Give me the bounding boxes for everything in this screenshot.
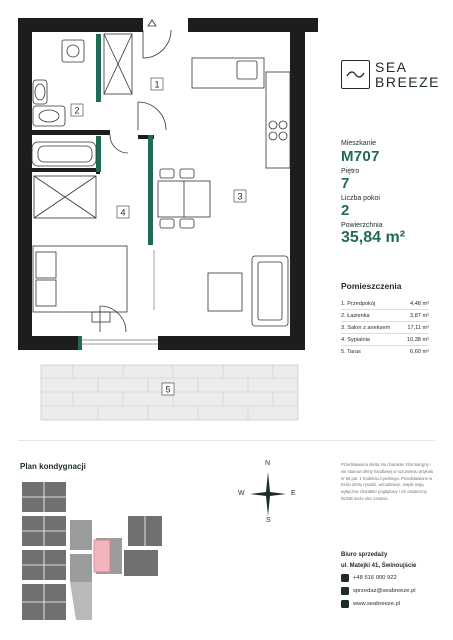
sofa [208, 256, 288, 326]
row-divider [341, 309, 429, 310]
row-divider [341, 345, 429, 346]
phone-number[interactable]: +48 516 000 922 [353, 575, 397, 581]
wardrobe [34, 176, 96, 218]
room-area: 6,60 m² [410, 349, 429, 355]
legal-disclaimer: Przedstawiona oferta ma charakter informacyjny i nie stanowi oferty handlowej w rozumieniu artykułu nr 66 par. 1 Kodeksu Cywilnego. Przedstawione w treści oferty rysunki, wizualizacje, mapki mają wyłącznie charakter poglądowy i ich ostateczny kształt może ulec zmianie. [341, 462, 434, 501]
room-number-2: 2 [74, 105, 80, 116]
section-divider [18, 440, 435, 441]
brand-name-line1: SEA [375, 59, 408, 75]
room-area: 3,87 m² [410, 313, 429, 319]
unit-value: M707 [341, 148, 380, 165]
bathtub [32, 142, 96, 166]
unit-highlight [94, 540, 110, 572]
area-label: Powierzchnia [341, 222, 383, 229]
brand-name-line2: BREEZE [375, 74, 441, 90]
row-divider [341, 333, 429, 334]
bed [33, 246, 127, 322]
kitchen [192, 58, 290, 168]
shower-top [104, 34, 132, 94]
website-link[interactable]: www.seabreeze.pl [353, 601, 401, 607]
room-number-5: 5 [165, 384, 171, 395]
floor-plan-title: Plan kondygnacji [20, 462, 86, 471]
dining-set [158, 169, 210, 228]
floor-plan [18, 18, 318, 428]
compass [236, 458, 300, 528]
office-address: ul. Matejki 41, Świnoujście [341, 563, 417, 569]
area-value: 35,84 m² [341, 229, 406, 246]
floor-value: 7 [341, 175, 350, 192]
entrance-door [143, 20, 171, 58]
compass-south: S [266, 517, 271, 524]
compass-east: E [291, 490, 296, 497]
rooms-count-label: Liczba pokoi [341, 195, 380, 202]
floor-label: Piętro [341, 168, 360, 175]
email-address[interactable]: sprzedaz@seabreeze.pl [353, 588, 416, 594]
outer-walls [18, 18, 318, 350]
rooms-title: Pomieszczenia [341, 281, 402, 291]
compass-north: N [265, 460, 271, 467]
wave-icon [341, 60, 370, 89]
compass-west: W [238, 490, 245, 497]
room-row [341, 349, 429, 359]
rooms-count-value: 2 [341, 202, 350, 219]
mail-icon [341, 587, 349, 595]
unit-label: Mieszkanie [341, 140, 377, 147]
room-number-1: 1 [154, 79, 160, 90]
building-floor-plan [18, 478, 168, 626]
room-area: 17,11 m² [407, 325, 429, 331]
room-name: 4. Sypialnia [341, 337, 370, 343]
office-title: Biuro sprzedaży [341, 552, 388, 558]
brand-logo [341, 59, 441, 100]
window-strip [82, 250, 158, 344]
room-area: 10,38 m² [406, 337, 429, 343]
contact-email[interactable] [341, 587, 441, 597]
room-name: 1. Przedpokój [341, 301, 376, 307]
contact-web[interactable] [341, 600, 441, 610]
room-name: 3. Salon z aneksem [341, 325, 391, 331]
globe-icon [341, 600, 349, 608]
interior-walls [32, 130, 154, 174]
interior-doors [100, 102, 166, 332]
room-area: 4,48 m² [410, 301, 429, 307]
room-name: 2. Łazienka [341, 313, 370, 319]
room-number-3: 3 [237, 191, 243, 202]
room-name: 5. Taras [341, 349, 361, 355]
room-number-4: 4 [120, 207, 126, 218]
contact-phone[interactable] [341, 574, 441, 584]
accent-walls [78, 34, 153, 350]
row-divider [341, 321, 429, 322]
phone-icon [341, 574, 349, 582]
